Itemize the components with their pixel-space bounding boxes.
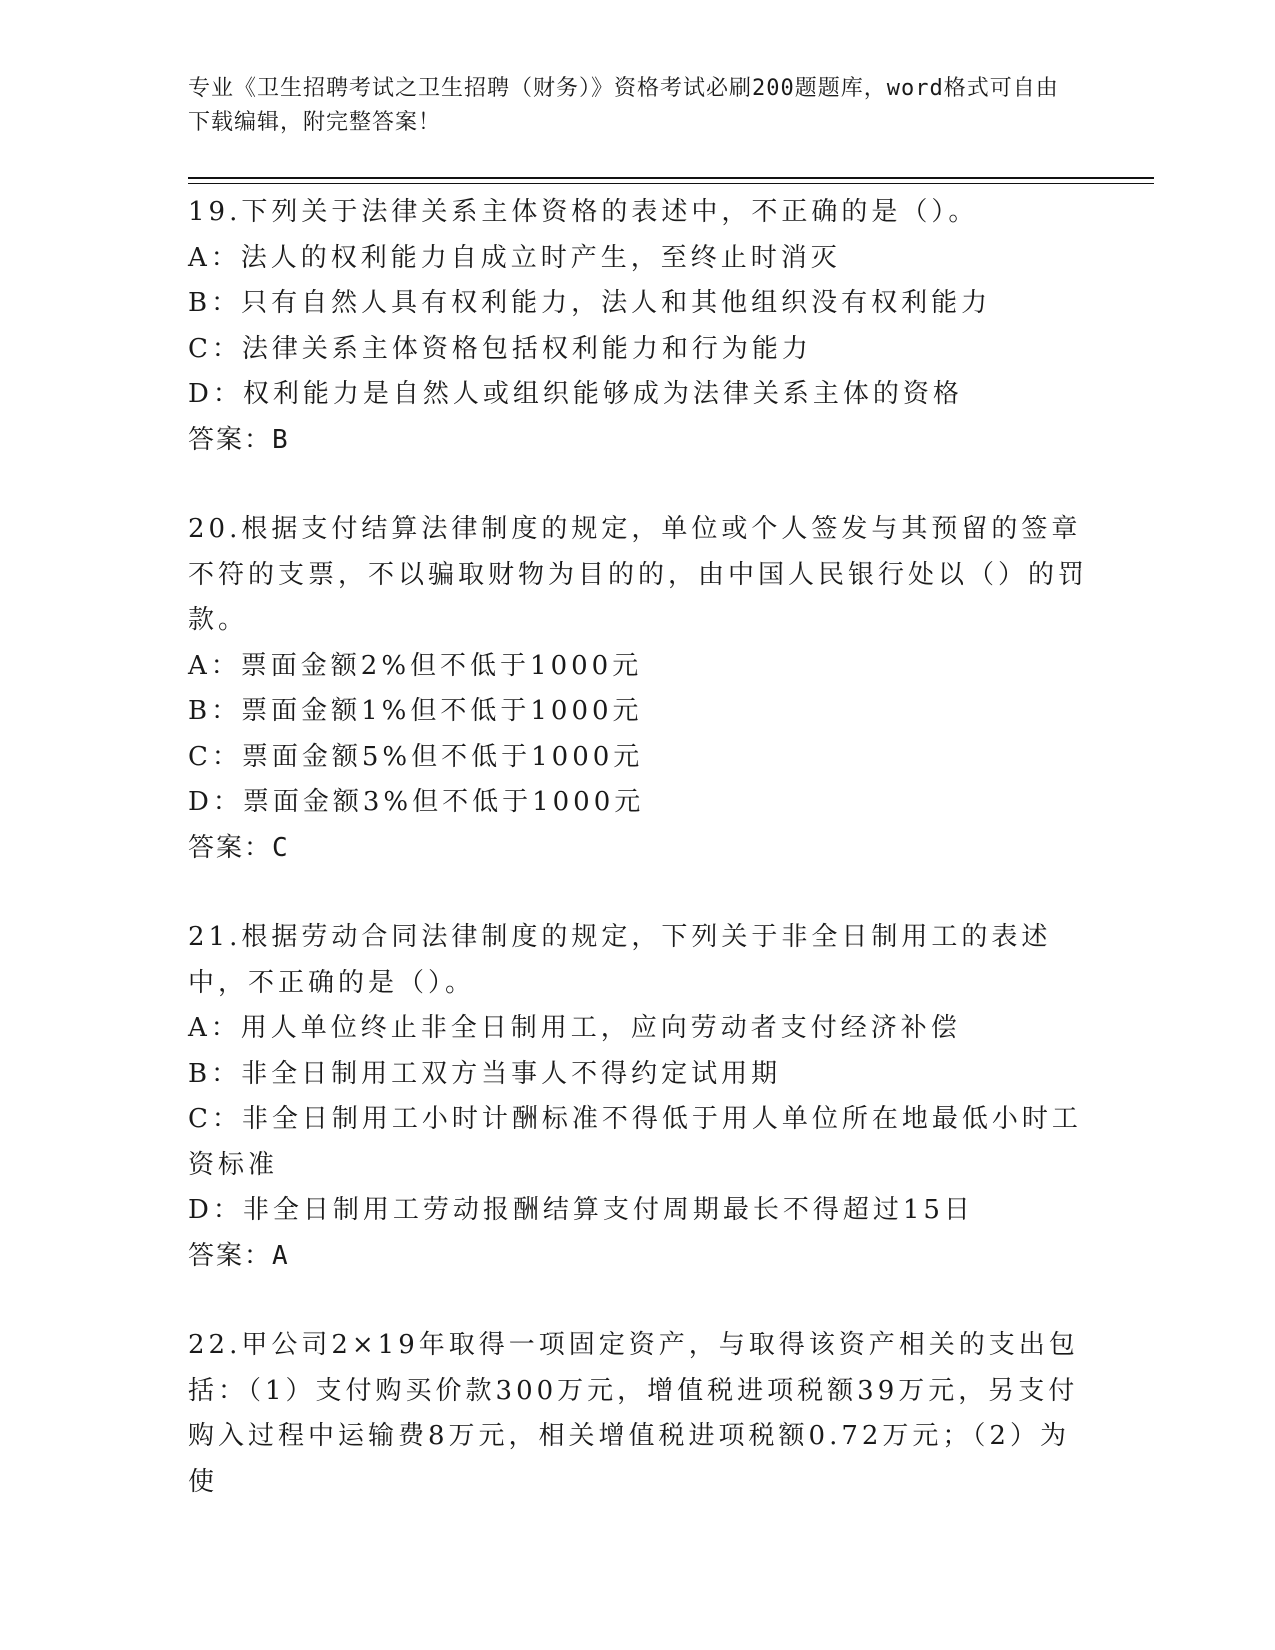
option-a: A：法人的权利能力自成立时产生，至终止时消灭: [188, 242, 841, 273]
option-a: A：票面金额2%但不低于1000元: [188, 650, 643, 681]
option-c: C：非全日制用工小时计酬标准不得低于用人单位所在地最低小时工资标准: [188, 1104, 1082, 1180]
option-c: C：法律关系主体资格包括权利能力和行为能力: [188, 333, 812, 364]
question-22: [188, 1323, 1088, 1505]
option-b: B：票面金额1%但不低于1000元: [188, 696, 643, 726]
question-stem: 20.根据支付结算法律制度的规定，单位或个人签发与其预留的签章不符的支票，不以骗取财物为目的的，由中国人民银行处以（）的罚款。: [188, 514, 1089, 635]
document-header: 专业《卫生招聘考试之卫生招聘（财务）》资格考试必刷200题题库，word格式可自由下载编辑，附完整答案！: [188, 76, 1059, 135]
question-stem: 22.甲公司2×19年取得一项固定资产，与取得该资产相关的支出包括：（1）支付购买价款300万元，增值税进项税额39万元，另支付购入过程中运输费8万元，相关增值税进项税额0.72万元；（2）为使: [188, 1330, 1079, 1497]
answer-label: 答案：C: [188, 832, 290, 863]
question-19: [188, 190, 1088, 463]
option-b: B：非全日制用工双方当事人不得约定试用期: [188, 1058, 782, 1089]
answer-label: 答案：A: [188, 1240, 290, 1271]
header-divider-thin: [188, 183, 1154, 184]
option-d: D：权利能力是自然人或组织能够成为法律关系主体的资格: [188, 379, 963, 409]
option-d: D：非全日制用工劳动报酬结算支付周期最长不得超过15日: [188, 1195, 974, 1225]
answer-label: 答案：B: [188, 424, 290, 455]
option-b: B：只有自然人具有权利能力，法人和其他组织没有权利能力: [188, 288, 992, 318]
option-c: C：票面金额5%但不低于1000元: [188, 741, 644, 772]
option-a: A：用人单位终止非全日制用工，应向劳动者支付经济补偿: [188, 1013, 961, 1043]
question-list: [188, 190, 1088, 1549]
question-stem: 19.下列关于法律关系主体资格的表述中，不正确的是（）。: [188, 197, 979, 227]
question-21: [188, 915, 1088, 1279]
question-stem: 21.根据劳动合同法律制度的规定，下列关于非全日制用工的表述中，不正确的是（）。: [188, 922, 1052, 998]
question-20: [188, 507, 1088, 871]
option-d: D：票面金额3%但不低于1000元: [188, 787, 645, 817]
header-divider-thick: [188, 177, 1154, 179]
